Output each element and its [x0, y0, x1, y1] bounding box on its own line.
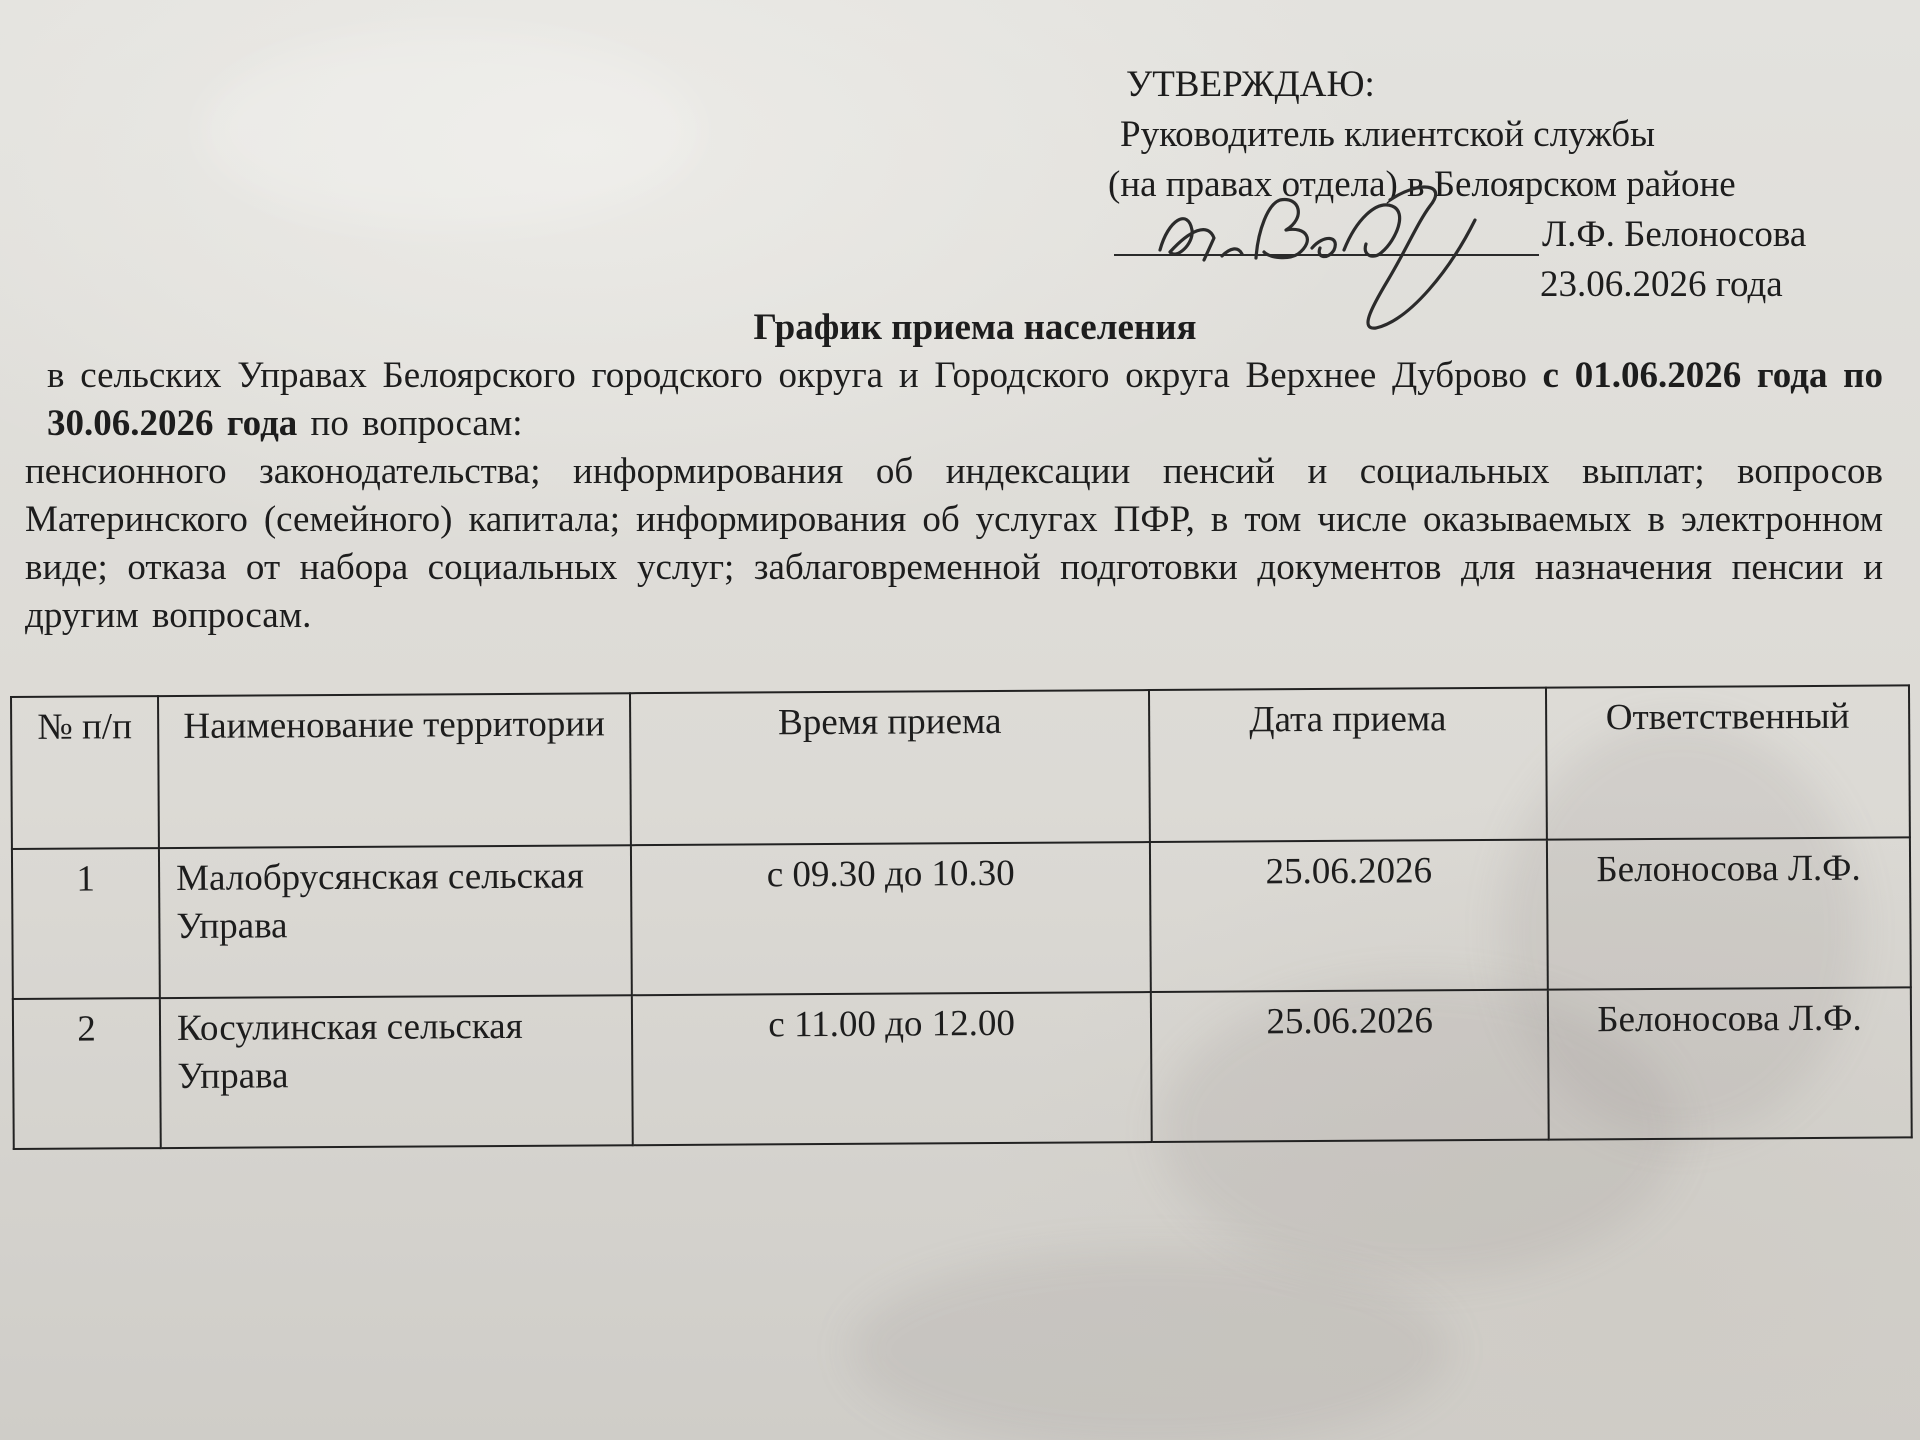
table-row: [13, 987, 1912, 1149]
row-responsible: Белоносова Л.Ф.: [1547, 837, 1911, 989]
document-intro: [25, 352, 1883, 640]
row-time: с 09.30 до 10.30: [631, 842, 1151, 995]
approval-date: 23.06.2026 года: [1540, 264, 1783, 305]
header-territory: Наименование территории: [158, 693, 631, 848]
schedule-table: [10, 684, 1913, 1150]
row-territory: Малобрусянская сельская Управа: [159, 845, 632, 998]
approval-role: Руководитель клиентской службы: [1120, 114, 1655, 155]
header-date: Дата приема: [1149, 688, 1547, 842]
row-territory: Косулинская сельская Управа: [160, 995, 633, 1148]
intro-lead: в сельских Управах Белоярского городского округа и Городского округа Верхнее Дуброво: [47, 355, 1543, 396]
header-responsible: Ответственный: [1546, 685, 1910, 839]
row-num: 2: [13, 998, 161, 1149]
row-responsible: Белоносова Л.Ф.: [1548, 987, 1912, 1139]
row-date: 25.06.2026: [1150, 840, 1548, 992]
approval-title: УТВЕРЖДАЮ:: [1126, 64, 1375, 105]
intro-tail: по вопросам:: [297, 403, 523, 444]
intro-period: с 01.06.2026 года по 30.06.2026 года: [47, 355, 1883, 444]
header-time: Время приема: [630, 690, 1150, 845]
row-time: с 11.00 до 12.00: [632, 992, 1152, 1145]
intro-topics: пенсионного законодательства; информирования об индексации пенсий и социальных выплат; вопросов Материнского (семейного) капитала; информирования об услугах ПФР, в том числе оказываемых в электронном виде; отказа от набора социальных услуг; заблаговременной подготовки документов для назначения пенсии и другим вопросам.: [25, 451, 1883, 636]
table-header-row: [11, 685, 1910, 849]
table-row: [12, 837, 1911, 999]
approval-department: (на правах отдела) в Белоярском районе: [1108, 164, 1736, 205]
row-date: 25.06.2026: [1151, 990, 1549, 1142]
row-num: 1: [12, 848, 160, 999]
approver-name: Л.Ф. Белоносова: [1542, 214, 1807, 255]
header-num: № п/п: [11, 696, 159, 849]
document-title: График приема населения: [753, 307, 1197, 348]
